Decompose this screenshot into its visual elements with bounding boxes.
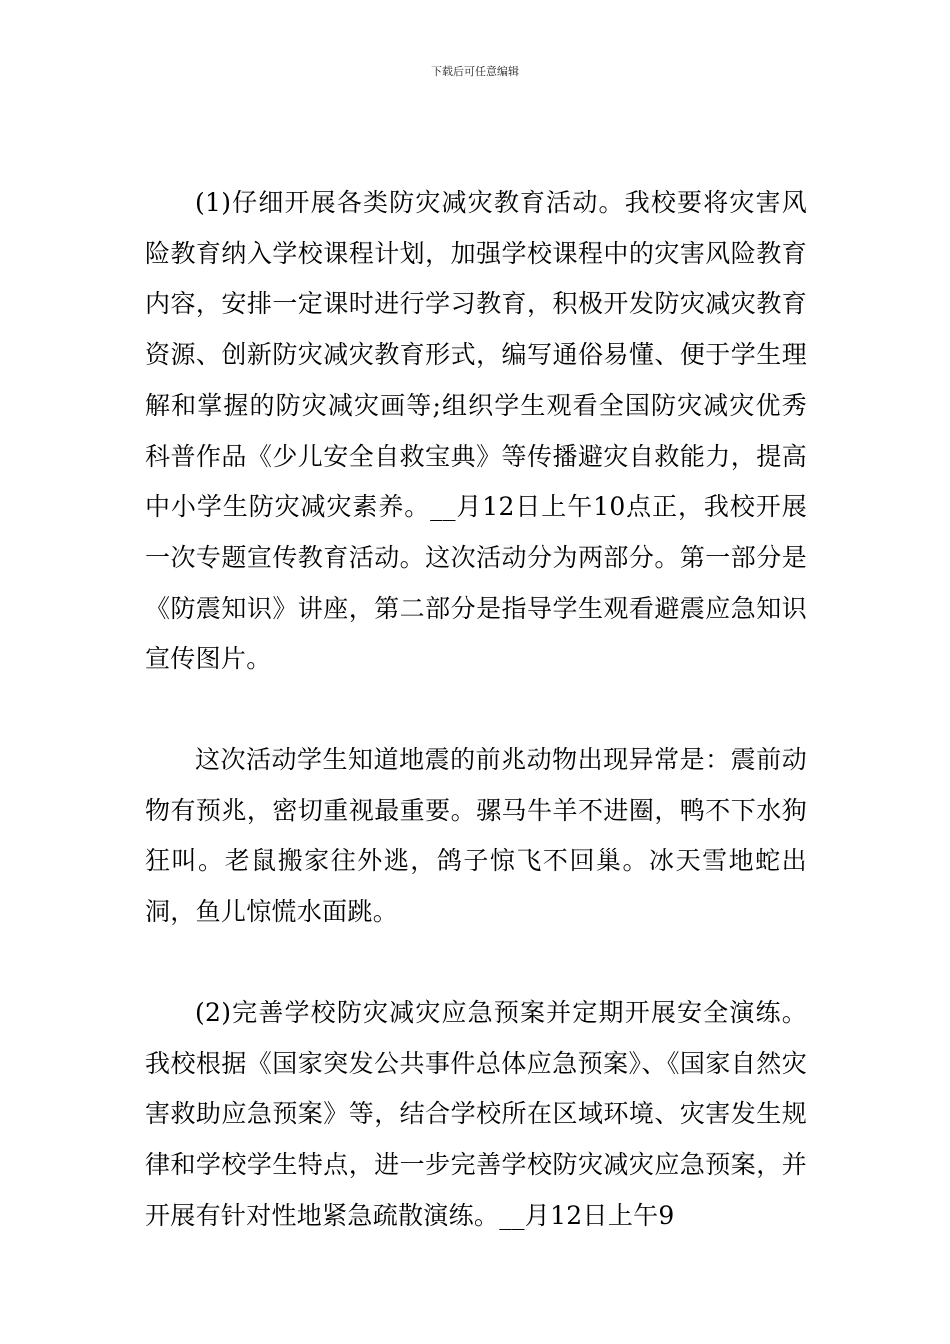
- paragraph-spacer: [145, 938, 807, 988]
- page-header: 下载后可任意编辑: [431, 65, 519, 78]
- paragraph-2: 这次活动学生知道地震的前兆动物出现异常是：震前动物有预兆，密切重视最重要。骡马牛羊不进圈，鸭不下水狗狂叫。老鼠搬家往外逃，鸽子惊飞不回巢。冰天雪地蛇出洞，鱼儿惊慌水面跳。: [145, 745, 807, 927]
- paragraph-spacer: [145, 685, 807, 735]
- paragraph-3: (2)完善学校防灾减灾应急预案并定期开展安全演练。我校根据《国家突发公共事件总体应急预案》、《国家自然灾害救助应急预案》等，结合学校所在区域环境、灾害发生规律和学校学生特点，进一步完善学校防灾减灾应急预案，并开展有针对性地紧急疏散演练。__月12日上午9: [145, 997, 807, 1230]
- paragraph-1: (1)仔细开展各类防灾减灾教育活动。我校要将灾害风险教育纳入学校课程计划，加强学校课程中的灾害风险教育内容，安排一定课时进行学习教育，积极开发防灾减灾教育资源、创新防灾减灾教育形式，编写通俗易懂、便于学生理解和掌握的防灾减灾画等;组织学生观看全国防灾减灾优秀科普作品《少儿安全自救宝典》等传播避灾自救能力，提高中小学生防灾减灾素养。__月12日上午10点正，我校开展一次专题宣传教育活动。这次活动分为两部分。第一部分是《防震知识》讲座，第二部分是指导学生观看避震应急知识宣传图片。: [145, 188, 807, 674]
- document-body: [145, 178, 807, 1241]
